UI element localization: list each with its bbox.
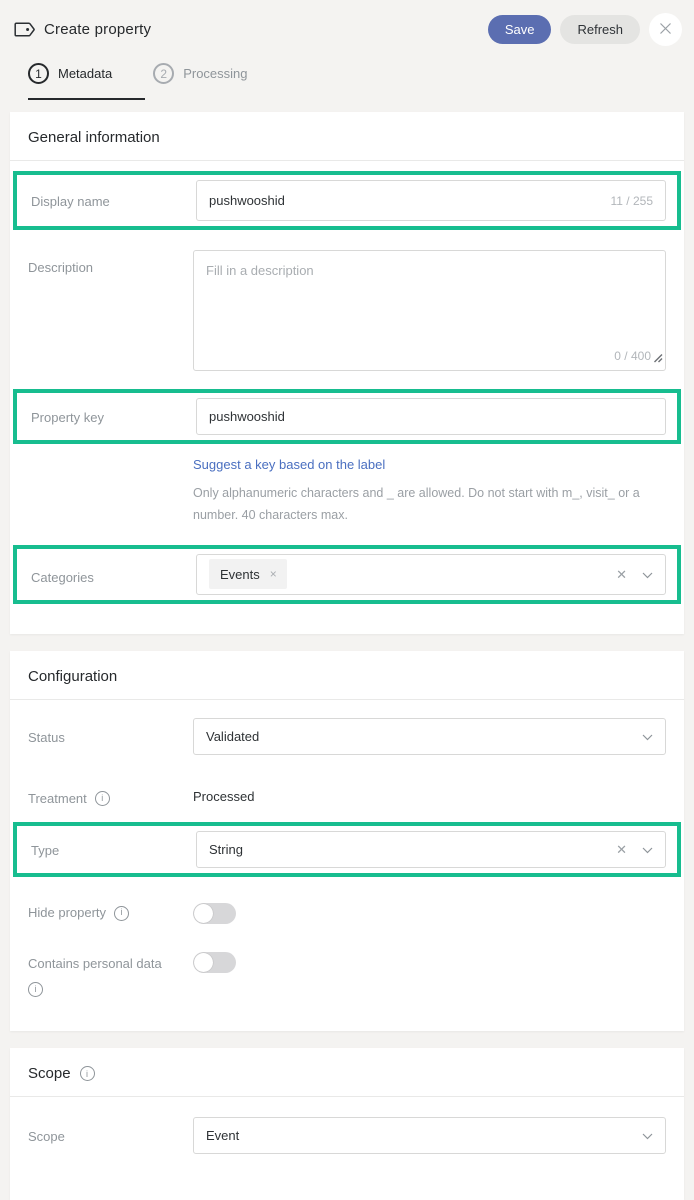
property-key-help: [10, 444, 684, 537]
chip-remove-icon[interactable]: ×: [269, 567, 277, 582]
scope-select[interactable]: [193, 1117, 666, 1154]
tab-metadata[interactable]: [28, 63, 112, 100]
step-number-badge: 1: [28, 63, 49, 84]
tab-processing[interactable]: [153, 63, 247, 100]
section-title-general: General information: [10, 112, 684, 161]
toggle-knob: [194, 904, 213, 923]
description-textarea[interactable]: [193, 250, 666, 371]
suggest-key-link[interactable]: Suggest a key based on the label: [193, 457, 386, 472]
property-tag-icon: [14, 21, 35, 38]
resize-handle-icon[interactable]: [652, 350, 663, 368]
property-key-row: [13, 389, 681, 444]
personal-data-row: [10, 938, 684, 1031]
clear-icon[interactable]: ✕: [616, 842, 627, 858]
chevron-down-icon[interactable]: [642, 1128, 653, 1143]
hide-property-row: [10, 877, 684, 938]
description-counter: 0 / 400: [614, 349, 651, 363]
scope-label: Scope: [28, 1129, 65, 1145]
category-chip-label: Events: [220, 566, 260, 582]
hide-property-toggle[interactable]: [193, 903, 236, 924]
status-value: Validated: [206, 728, 260, 744]
categories-label: Categories: [31, 569, 94, 585]
property-key-value: pushwooshid: [209, 409, 285, 424]
type-row: [13, 822, 681, 877]
property-key-label: Property key: [31, 410, 104, 425]
type-select[interactable]: [196, 831, 666, 868]
general-information-card: [10, 112, 684, 634]
categories-row: [13, 545, 681, 604]
info-icon[interactable]: i: [28, 982, 43, 997]
info-icon[interactable]: i: [80, 1066, 95, 1081]
description-placeholder: Fill in a description: [206, 263, 314, 278]
clear-icon[interactable]: ✕: [616, 566, 627, 582]
wizard-steps: [0, 46, 694, 100]
property-key-input[interactable]: [196, 398, 666, 435]
scope-row: [10, 1097, 684, 1200]
info-icon[interactable]: i: [95, 791, 110, 806]
step-label: Metadata: [58, 66, 113, 81]
save-button[interactable]: Save: [488, 15, 552, 44]
configuration-card: [10, 651, 684, 1032]
chevron-down-icon[interactable]: [642, 842, 653, 857]
personal-data-label: Contains personal data i: [28, 952, 193, 997]
type-value: String: [209, 842, 243, 858]
info-icon[interactable]: i: [114, 906, 129, 921]
category-chip: [209, 559, 287, 589]
section-title-configuration: Configuration: [10, 651, 684, 700]
status-select[interactable]: [193, 718, 666, 755]
chevron-down-icon[interactable]: [642, 567, 653, 582]
step-number-badge: 2: [153, 63, 174, 84]
type-label: Type: [31, 843, 60, 859]
display-name-row: [13, 171, 681, 230]
treatment-row: [10, 765, 684, 811]
categories-multiselect[interactable]: [196, 554, 666, 595]
status-label: Status: [28, 729, 65, 745]
close-button[interactable]: [649, 13, 682, 46]
description-label: Description: [28, 260, 94, 275]
scope-value: Event: [206, 1128, 240, 1144]
display-name-counter: 11 / 255: [610, 193, 653, 208]
section-title-scope: Scope i: [10, 1048, 684, 1097]
status-row: [10, 700, 684, 765]
property-key-helper-text: Only alphanumeric characters and _ are allowed. Do not start with m_, visit_ or a number. 40 characters max.: [193, 486, 640, 522]
hide-property-label: Hide property i: [28, 897, 193, 924]
personal-data-toggle[interactable]: [193, 952, 236, 973]
display-name-label: Display name: [31, 194, 110, 209]
display-name-input[interactable]: [196, 180, 666, 221]
display-name-value: pushwooshid: [209, 193, 285, 208]
header-actions: [488, 13, 682, 46]
step-label: Processing: [183, 66, 248, 81]
scope-card: [10, 1048, 684, 1200]
treatment-label: Treatment i: [28, 779, 193, 809]
chevron-down-icon[interactable]: [642, 729, 653, 744]
toggle-knob: [194, 953, 213, 972]
description-row: [10, 230, 684, 377]
close-icon: [659, 22, 672, 38]
refresh-button[interactable]: Refresh: [560, 15, 640, 44]
treatment-value: Processed: [193, 788, 255, 804]
topbar: [0, 0, 694, 46]
page-title: Create property: [44, 21, 152, 38]
